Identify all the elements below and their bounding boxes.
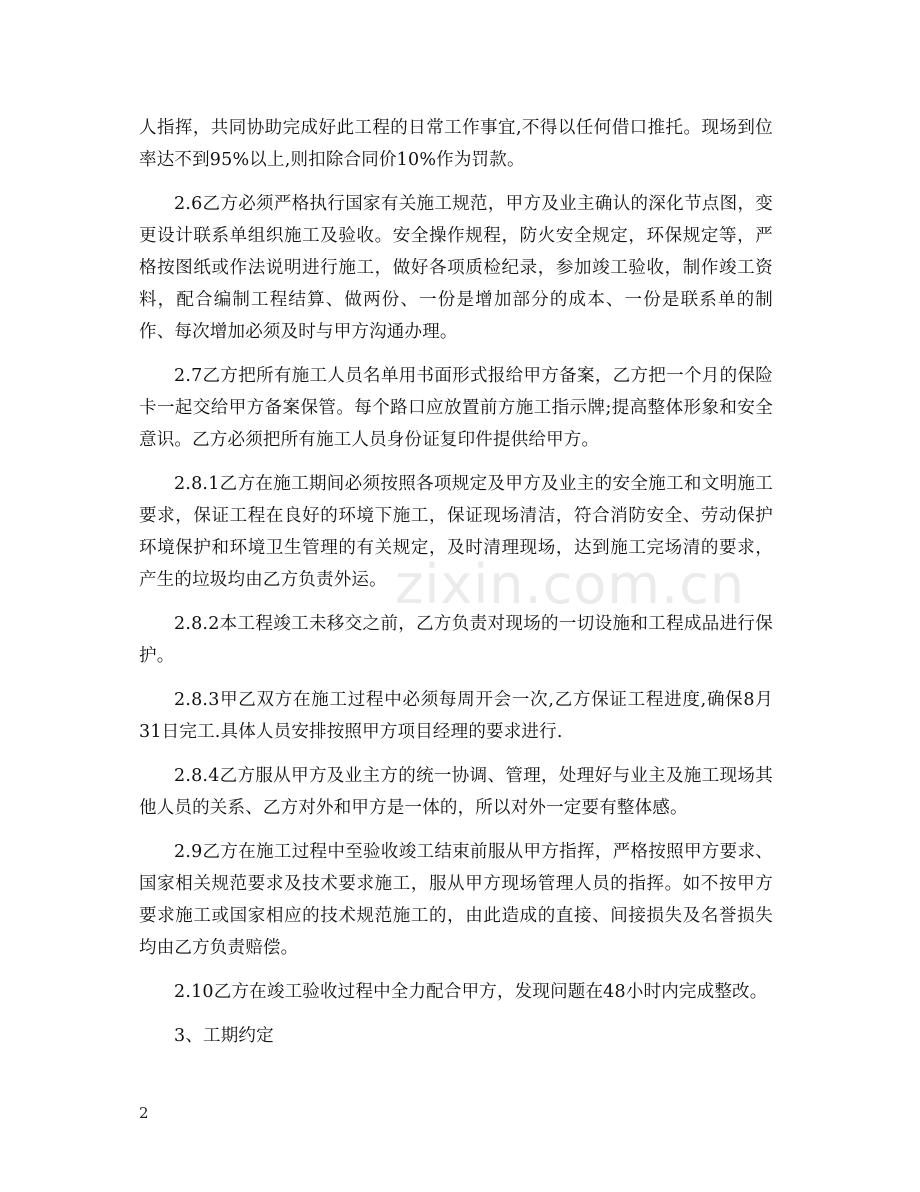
- document-body: [139, 112, 773, 1064]
- paragraph-2-8-4: 2.8.4乙方服从甲方及业主方的统一协调、管理，处理好与业主及施工现场其他人员的关系、乙方对外和甲方是一体的，所以对外一定要有整体感。: [139, 766, 773, 818]
- paragraph-2-8-1: 2.8.1乙方在施工期间必须按照各项规定及甲方及业主的安全施工和文明施工要求，保证工程在良好的环境下施工，保证现场清洁，符合消防安全、劳动保护环境保护和环境卫生管理的有关规定，及时清理现场，达到施工完场清的要求，产生的垃圾均由乙方负责外运。: [139, 474, 773, 590]
- paragraph-2-10: 2.10乙方在竣工验收过程中全力配合甲方，发现问题在48小时内完成整改。: [174, 982, 768, 1002]
- paragraph-2-6: 2.6乙方必须严格执行国家有关施工规范，甲方及业主确认的深化节点图，变更设计联系单组织施工及验收。安全操作规程，防火安全规定，环保规定等，严格按图纸或作法说明进行施工，做好各项质检纪录，参加竣工验收，制作竣工资料，配合编制工程结算、做两份、一份是增加部分的成本、一份是联系单的制作、每次增加必须及时与甲方沟通办理。: [139, 194, 773, 342]
- paragraph-2-9: 2.9乙方在施工过程中至验收竣工结束前服从甲方指挥，严格按照甲方要求、国家相关规范要求及技术要求施工，服从甲方现场管理人员的指挥。如不按甲方要求施工或国家相应的技术规范施工的，由此造成的直接、间接损失及名誉损失均由乙方负责赔偿。: [139, 842, 773, 958]
- section-heading-schedule: 3、工期约定: [174, 1026, 274, 1046]
- paragraph-continuation: 人指挥，共同协助完成好此工程的日常工作事宜,不得以任何借口推托。现场到位率达不到95%以上,则扣除合同价10%作为罚款。: [139, 118, 773, 170]
- page-number: 2: [139, 1104, 149, 1122]
- paragraph-2-8-3: 2.8.3甲乙双方在施工过程中必须每周开会一次,乙方保证工程进度,确保8月31日完工.具体人员安排按照甲方项目经理的要求进行.: [139, 690, 773, 742]
- paragraph-2-7: 2.7乙方把所有施工人员名单用书面形式报给甲方备案，乙方把一个月的保险卡一起交给甲方备案保管。每个路口应放置前方施工指示牌;提高整体形象和安全意识。乙方必须把所有施工人员身份证复印件提供给甲方。: [139, 366, 773, 450]
- watermark: zixin.com.cn: [395, 553, 746, 616]
- paragraph-2-8-2: 2.8.2本工程竣工未移交之前，乙方负责对现场的一切设施和工程成品进行保护。: [139, 614, 773, 666]
